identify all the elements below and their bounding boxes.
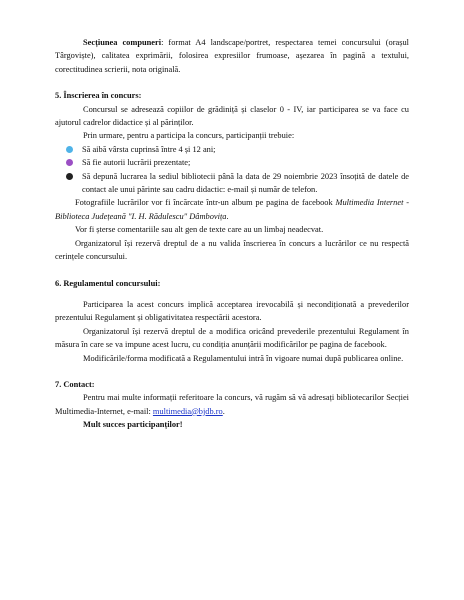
bullet-dot-icon bbox=[66, 173, 73, 180]
compuneri-title: Secțiunea compuneri bbox=[83, 38, 162, 47]
section-6-heading: 6. Regulamentul concursului: bbox=[55, 278, 161, 288]
bullet-text: Să fie autorii lucrării prezentate; bbox=[82, 158, 191, 168]
bullet-text: Să depună lucrarea la sediul bibliotecii până la data de 29 noiembrie 2023 însoțită de datele de contact ale unui părinte sau cadru didactic: e-mail și număr de telefon. bbox=[82, 171, 409, 195]
section-5-paragraph-5: Organizatorul își rezervă dreptul de a nu valida înscrierea în concurs a lucrărilor ce nu respectă cerințele concursului. bbox=[55, 238, 409, 262]
facebook-text: Fotografiile lucrărilor vor fi încărcate într-un album pe pagina de facebook bbox=[75, 198, 336, 208]
section-7-paragraph bbox=[55, 391, 409, 418]
bullet-dot-icon bbox=[66, 146, 73, 153]
compuneri-paragraph bbox=[55, 36, 409, 76]
section-6-paragraph-2: Organizatorul își rezervă dreptul de a modifica oricând prevederile prezentului Regulament în măsura în care se va impune acest lucru, cu condiția anunțării modificărilor pe pagina de facebook. bbox=[55, 326, 409, 350]
section-7-heading: 7. Contact: bbox=[55, 379, 95, 389]
bullet-item-3 bbox=[66, 170, 409, 197]
section-5-paragraph-4: Vor fi șterse comentariile sau alt gen de texte care au un limbaj neadecvat. bbox=[75, 225, 324, 235]
bullet-item-2 bbox=[66, 156, 409, 169]
bullet-dot-icon bbox=[66, 159, 73, 166]
document-page bbox=[55, 36, 409, 432]
bullet-text: Să aibă vârsta cuprinsă între 4 și 12 ani; bbox=[82, 144, 216, 154]
period: . bbox=[222, 406, 225, 416]
closing-line: Mult succes participanților! bbox=[83, 420, 183, 430]
bullet-item-1 bbox=[66, 143, 409, 156]
section-6-paragraph-3: Modificările/forma modificată a Regulamentului intră în vigoare numai după publicarea online. bbox=[83, 353, 404, 363]
compuneri-text: : format A4 landscape/portret, respectarea temei concursului (orașul Târgoviște), calitatea exprimării, folosirea expresiilor frumoase, așezarea în pagină a textului, corectitudinea scrierii, nota originală. bbox=[55, 38, 410, 74]
section-6-paragraph-1: Participarea la acest concurs implică acceptarea irevocabilă și necondiționată a prevederilor prezentului Regulament și obligativitatea respectării acestora. bbox=[55, 299, 409, 323]
section-5-paragraph-3 bbox=[55, 196, 409, 223]
facebook-page-name: Multimedia Internet - Biblioteca Județeană "I. H. Rădulescu" Dâmbovița bbox=[55, 198, 409, 221]
section-5-heading: 5. Înscrierea în concurs: bbox=[55, 91, 142, 101]
section-5-paragraph-2: Prin urmare, pentru a participa la concurs, participanții trebuie: bbox=[83, 131, 295, 141]
contact-text: Pentru mai multe informații referitoare la concurs, vă rugăm să vă adresați bibliotecarilor Secției Multimedia-Internet, e-mail: bbox=[55, 393, 409, 416]
email-link[interactable]: multimedia@bjdb.ro bbox=[152, 406, 223, 416]
section-5-paragraph-1: Concursul se adresează copiilor de grădiniță și claselor 0 - IV, iar participarea se va face cu ajutorul cadrelor didactice și al părinților. bbox=[55, 104, 409, 128]
period: . bbox=[226, 211, 229, 221]
